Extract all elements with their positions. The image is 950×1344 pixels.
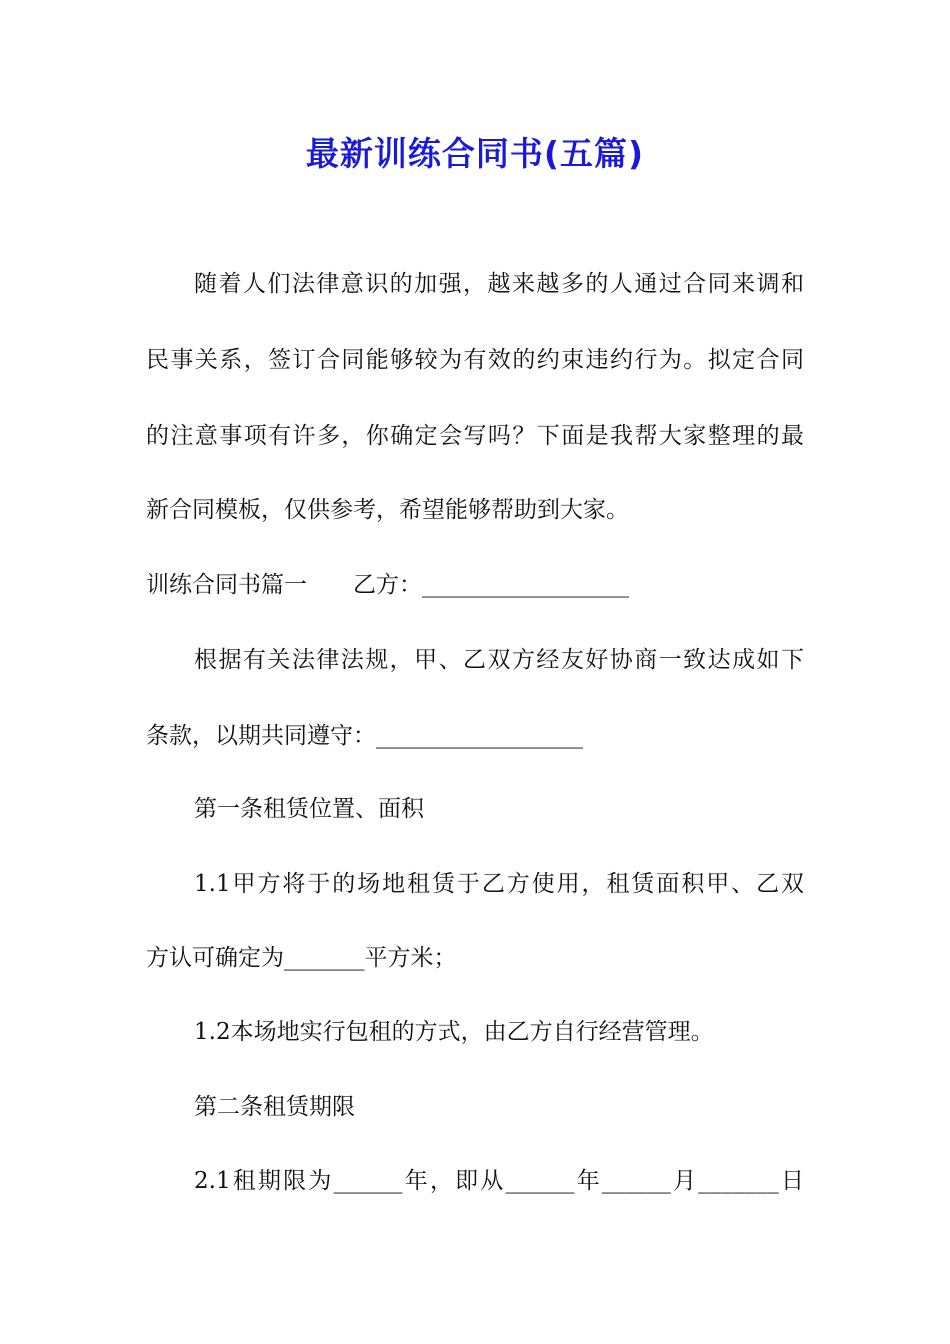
clause-heading: 第二条租赁期限: [194, 1094, 355, 1120]
paragraph-line: 新合同模板，仅供参考，希望能够帮助到大家。: [146, 497, 629, 523]
document-title: 最新训练合同书(五篇): [305, 134, 645, 173]
clause-heading: 第一条租赁位置、面积: [194, 796, 424, 822]
paragraph-line: 的注意事项有许多，你确定会写吗？下面是我帮大家整理的最: [146, 423, 804, 449]
paragraph-line: 随着人们法律意识的加强，越来越多的人通过合同来调和: [194, 271, 804, 297]
paragraph-line: 民事关系，签订合同能够较为有效的约束违约行为。拟定合同: [146, 347, 804, 373]
paragraph-line: 根据有关法律法规，甲、乙双方经友好协商一致达成如下: [194, 647, 804, 673]
paragraph-line: 1.2本场地实行包租的方式，由乙方自行经营管理。: [194, 1019, 714, 1045]
paragraph-line: 2.1租期限为______年，即从______年______月_______日: [194, 1168, 804, 1194]
paragraph-line: 1.1甲方将于的场地租赁于乙方使用，租赁面积甲、乙双: [194, 871, 804, 897]
paragraph-line: 条款，以期共同遵守：__________________: [146, 723, 583, 749]
section-heading-line: 训练合同书篇一 乙方：__________________: [146, 572, 629, 598]
paragraph-line: 方认可确定为_______平方米；: [146, 945, 457, 971]
